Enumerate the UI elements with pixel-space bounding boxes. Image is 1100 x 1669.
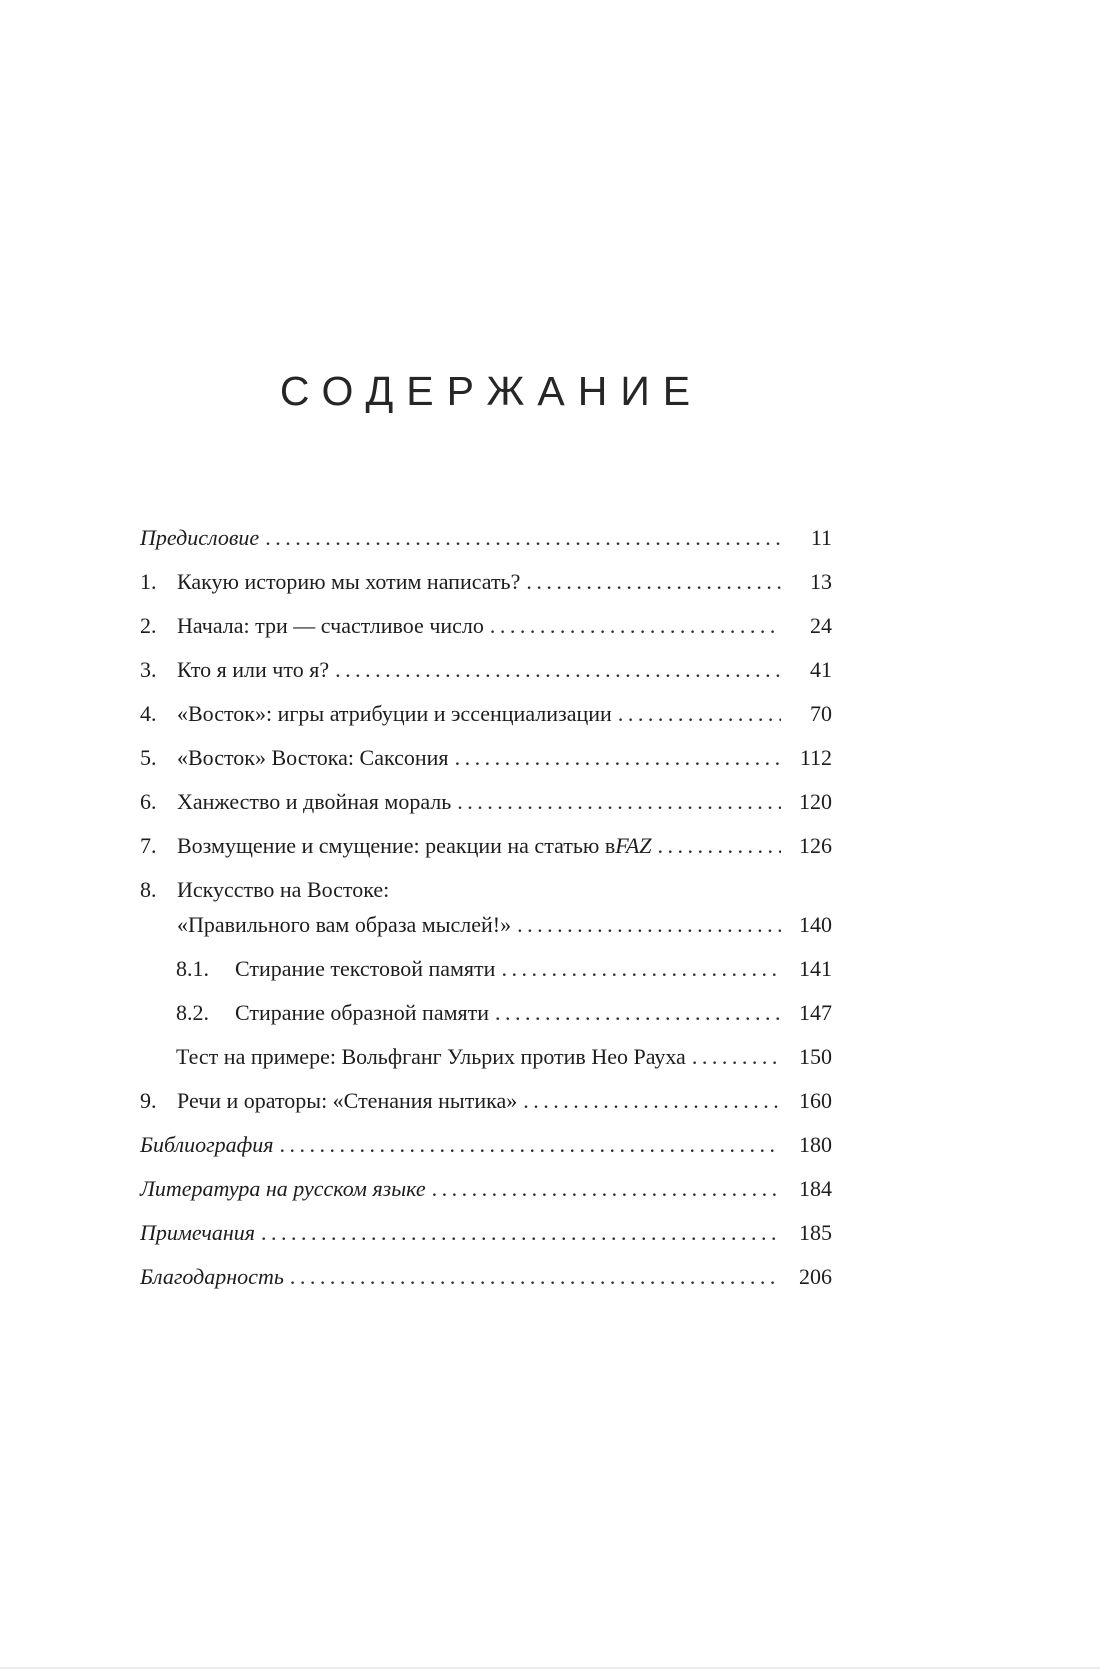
toc-entry-label: Благодарность [140,1264,284,1289]
toc-entry-page: 184 [799,1176,832,1201]
toc-entry [140,1133,832,1157]
toc-entry [140,790,832,814]
toc-entry-page: 41 [810,657,832,682]
toc-entry [140,702,832,726]
toc-entry-page: 141 [799,956,832,981]
toc-leader-dots [658,834,781,858]
toc-entry-page: 70 [810,701,832,726]
toc-entry-page: 206 [799,1264,832,1289]
toc-leader-dots [290,1265,781,1289]
toc-entry-label: «Правильного вам образа мыслей!» [177,912,512,937]
toc-entry-number: 4. [140,701,157,726]
toc-entry-page: 11 [810,525,832,550]
toc-entry [140,1177,832,1201]
toc-leader-dots [517,913,781,937]
toc-leader-dots [280,1133,781,1157]
toc-entry-page: 24 [810,613,832,638]
toc-entry-page: 147 [799,1000,832,1025]
toc-entry [140,570,832,594]
toc-entry-label-italic: FAZ [615,833,652,858]
toc-entry-label: Литература на русском языке [140,1176,426,1201]
toc-entry-number: 8.1. [176,956,209,981]
toc-entry-label: Библиография [140,1132,274,1157]
toc-entry-page: 140 [799,912,832,937]
toc-entry [140,746,832,770]
toc-entry-label: Какую историю мы хотим написать? [177,569,521,594]
toc-entry-label: Возмущение и смущение: реакции на статью в [177,833,616,858]
toc-entry-number: 8. [140,877,157,902]
toc-entry-label: Стирание текстовой памяти [235,956,496,981]
toc-entry-number: 8.2. [176,1000,209,1025]
toc-entry-page: 185 [799,1220,832,1245]
toc-entry [140,1045,832,1069]
toc-entry-page: 126 [799,833,832,858]
toc-entry-number: 1. [140,569,157,594]
toc-entry [140,957,832,981]
toc-leader-dots [495,1001,781,1025]
toc-entry-label: Искусство на Востоке: [177,877,390,902]
toc-entry-number: 9. [140,1088,157,1113]
toc-entry-label: «Восток»: игры атрибуции и эссенциализации [177,701,612,726]
toc-leader-dots [523,1089,781,1113]
toc-entry-page: 160 [799,1088,832,1113]
toc-entry [140,1221,832,1245]
toc-leader-dots [526,570,781,594]
toc-leader-dots [432,1177,781,1201]
toc-entry [140,526,832,550]
toc-entry-label: Стирание образной памяти [235,1000,490,1025]
toc-entry-label: Кто я или что я? [177,657,330,682]
toc-entry-label: Ханжество и двойная мораль [177,789,452,814]
toc-entry-page: 180 [799,1132,832,1157]
toc-leader-dots [335,658,781,682]
toc-entry [140,913,832,937]
page-title: СОДЕРЖАНИЕ [279,368,704,414]
toc-entry [140,658,832,682]
toc-leader-dots [501,957,781,981]
toc-entry-label: Тест на примере: Вольфганг Ульрих против Нео Рауха [176,1044,686,1069]
toc-entry [140,614,832,638]
toc-entry [140,1001,832,1025]
toc-entry-page: 120 [799,789,832,814]
toc-entry-number: 2. [140,613,157,638]
toc-entry-label: «Восток» Востока: Саксония [177,745,449,770]
toc-entry [140,1089,832,1113]
toc-entry-label: Речи и ораторы: «Стенания нытика» [177,1088,518,1113]
toc-entry-number: 3. [140,657,157,682]
toc-entry-number: 7. [140,833,157,858]
toc-entry [140,1265,832,1289]
toc-entry [140,878,832,902]
toc-list [140,526,832,1309]
toc-leader-dots [490,614,781,638]
toc-entry-page: 13 [810,569,832,594]
toc-leader-dots [692,1045,781,1069]
toc-entry-number: 6. [140,789,157,814]
toc-entry-label: Предисловие [140,525,260,550]
toc-leader-dots [455,746,781,770]
toc-leader-dots [618,702,781,726]
toc-leader-dots [265,526,781,550]
toc-entry-number: 5. [140,745,157,770]
toc-entry-page: 112 [799,745,832,770]
toc-entry-page: 150 [799,1044,832,1069]
toc-entry-label: Начала: три — счастливое число [177,613,484,638]
toc-entry-label: Примечания [140,1220,256,1245]
toc-entry [140,834,832,858]
toc-leader-dots [457,790,781,814]
toc-leader-dots [261,1221,781,1245]
